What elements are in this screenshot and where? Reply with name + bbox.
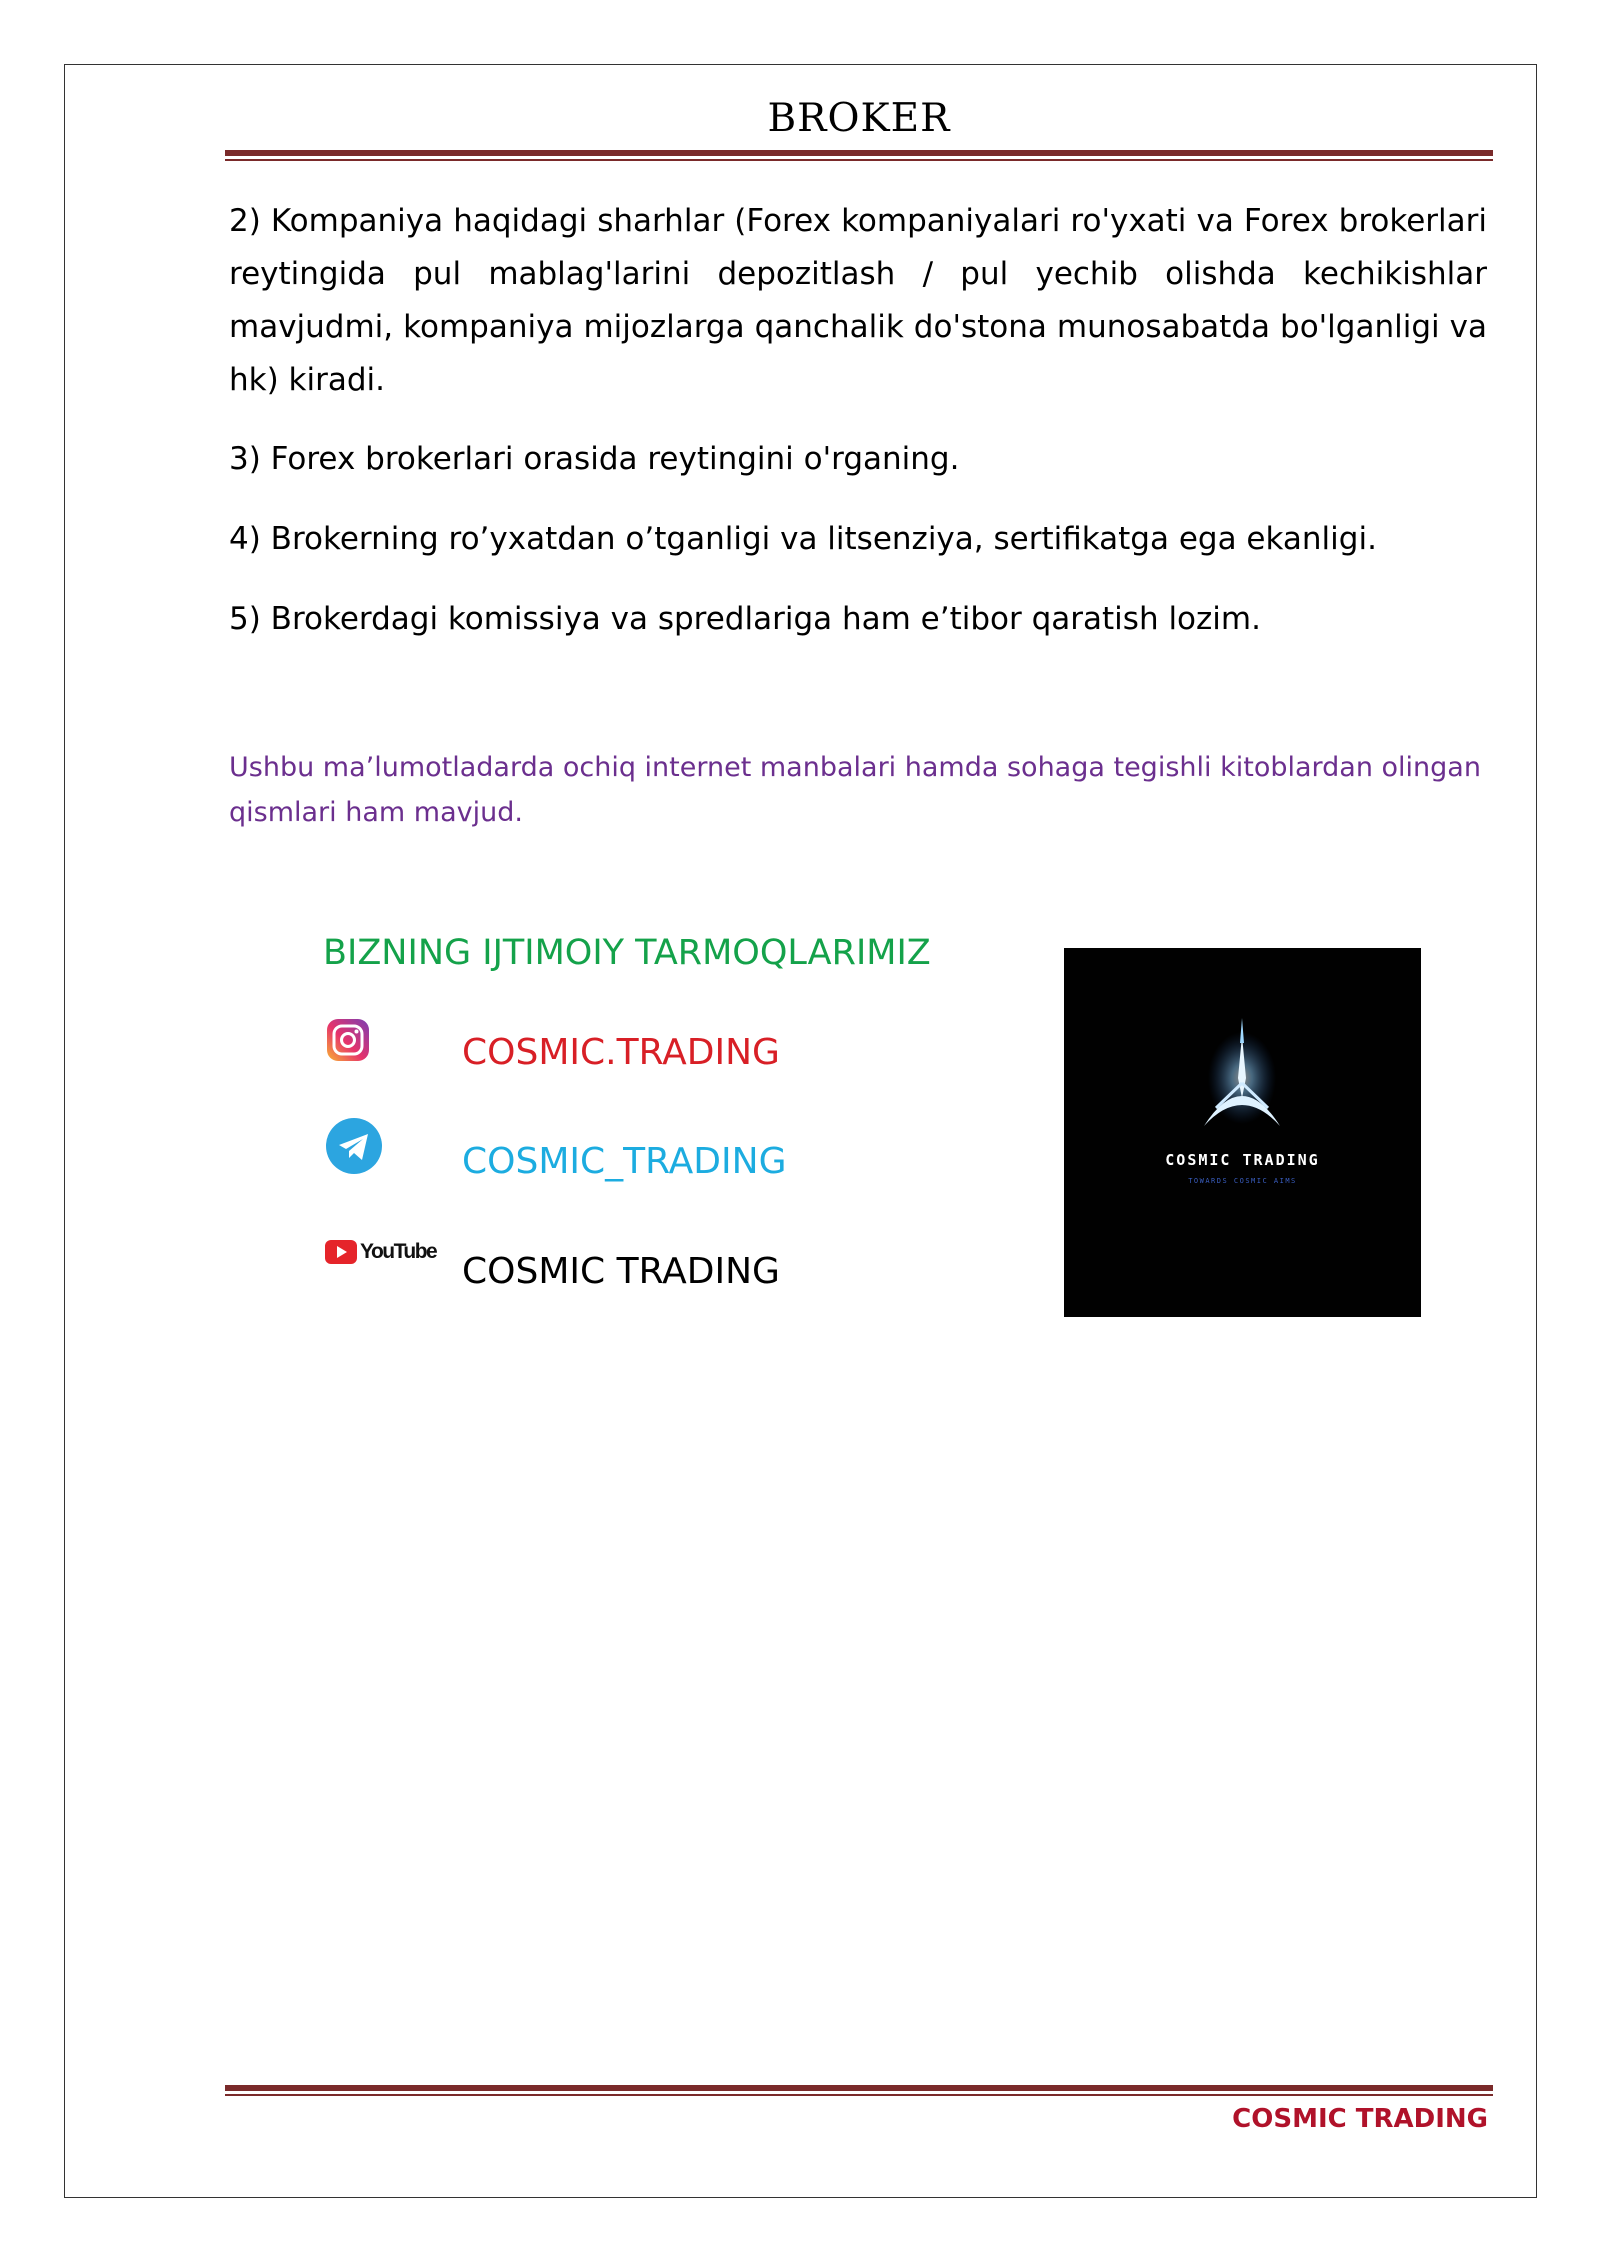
footer-brand: COSMIC TRADING bbox=[1232, 2104, 1488, 2134]
youtube-icon bbox=[325, 1240, 357, 1264]
youtube-channel[interactable]: COSMIC TRADING bbox=[462, 1251, 780, 1292]
paragraph-4-text: 5) Brokerdagi komissiya va spredlariga ham e’tibor qaratish lozim. bbox=[229, 601, 1261, 637]
paragraph-4 bbox=[229, 593, 1487, 646]
paragraph-3-text: 4) Brokerning ro’yxatdan o’tganligi va litsenziya, sertifikatga ega ekanligi. bbox=[229, 521, 1377, 557]
instagram-link[interactable] bbox=[325, 1017, 371, 1063]
logo-title: COSMIC TRADING bbox=[1165, 1151, 1320, 1169]
instagram-icon bbox=[325, 1017, 371, 1063]
telegram-icon bbox=[325, 1117, 383, 1175]
telegram-handle[interactable]: COSMIC_TRADING bbox=[462, 1141, 787, 1182]
paragraph-1-text: 2) Kompaniya haqidagi sharhlar (Forex kompaniyalari ro'yxati va Forex brokerlari reytingida pul mablag'larini depozitlash / pul yechib olishda kechikishlar mavjudmi, kompaniya mijozlarga qanchalik do'stona munosabatda bo'lganligi va hk) kiradi. bbox=[229, 203, 1487, 398]
youtube-link[interactable] bbox=[325, 1240, 436, 1264]
header-rule bbox=[225, 150, 1493, 161]
paragraph-2 bbox=[229, 433, 1487, 486]
logo-subtitle: TOWARDS COSMIC AIMS bbox=[1188, 1177, 1297, 1185]
brand-logo bbox=[1064, 948, 1421, 1317]
paragraph-1 bbox=[229, 195, 1487, 407]
telegram-link[interactable] bbox=[325, 1117, 383, 1175]
page-title: BROKER bbox=[767, 96, 951, 141]
youtube-wordmark: YouTube bbox=[360, 1240, 437, 1263]
paragraph-3 bbox=[229, 513, 1487, 566]
comet-icon bbox=[1064, 948, 1421, 1317]
social-heading: BIZNING IJTIMOIY TARMOQLARIMIZ bbox=[323, 933, 931, 973]
source-note: Ushbu ma’lumotladarda ochiq internet manbalari hamda sohaga tegishli kitoblardan olingan qismlari ham mavjud. bbox=[229, 752, 1481, 828]
paragraph-2-text: 3) Forex brokerlari orasida reytingini o'rganing. bbox=[229, 441, 960, 477]
footer-rule bbox=[225, 2085, 1493, 2096]
instagram-handle[interactable]: COSMIC.TRADING bbox=[462, 1032, 780, 1073]
